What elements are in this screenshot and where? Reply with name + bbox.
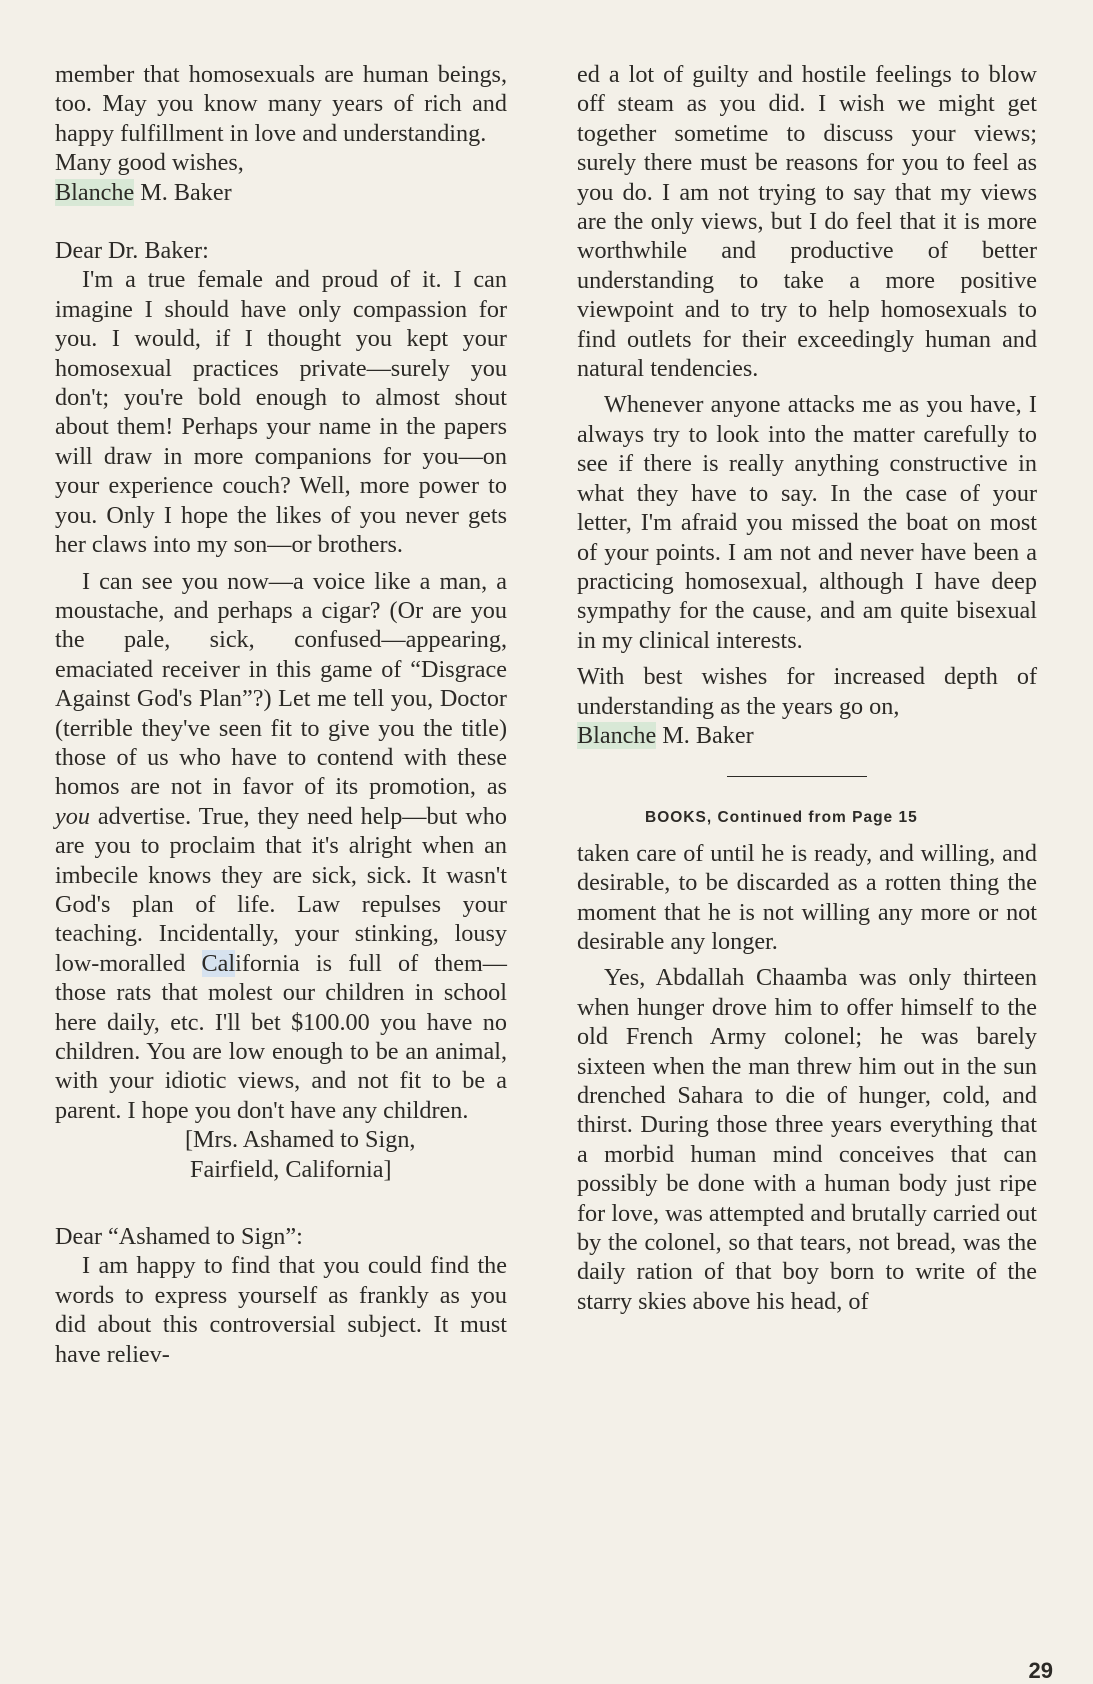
emphasis: you [55,802,90,830]
signoff-close: Many good wishes, [55,149,244,177]
letter-paragraph: ed a lot of guilty and hostile feelings to blow off steam as you did. I wish we might get together sometime to discuss your views; surely there must be reasons for you to feel as you do. I am not trying to say that my views are the only views, but I do feel that it is more worthwhile and productive of better understanding to take a more positive viewpoint and to try to help homosexuals to find outlets for their exceedingly human and natural tendencies. [577,61,1037,383]
section-divider [727,776,867,777]
continued-label: BOOKS, Continued from Page 15 [645,809,918,827]
signature-surname: M. Baker [134,178,232,206]
text-run: ifornia is full of them—those rats that molest our children in school here daily, etc. I'll bet $100.00 you have no children. You are low enough to be an animal, with your idiotic views, and not fit to be a parent. I hope you don't have any children. [55,949,507,1124]
highlighted-name: Blanche [55,178,135,206]
highlighted-name: Blanche [577,721,657,749]
article-paragraph: Yes, Abdallah Chaamba was only thirteen when hunger drove him to offer himself to the old French Army colonel; he was barely sixteen when the man threw him out in the sun drenched Sahara to die of hunger, cold, and thirst. During those three years everything that a morbid human mind conceives that can possibly be done with a human body just ripe for love, was attempted and brutally carried out by the colonel, so that tears, not bread, was the daily ration of that boy born to write of the starry skies above his head, of [577,964,1037,1315]
highlighted-text: Cal [201,949,236,977]
letter-paragraph: I am happy to find that you could find the words to express yourself as frankly as you did about this controversial subject. It must have reliev- [55,1252,507,1368]
letter-paragraph [55,567,507,1126]
text-run: I can see you now—a voice like a man, a moustache, and perhaps a cigar? (Or are you the pale, sick, confused—appearing, emaciated receiver in this game of “Disgrace Against God's Plan”?) Let me tell you, Doctor (terrible they've seen fit to give you the title) those of us who have to contend with these homos are not in favor of its promotion, as [55,567,507,801]
signoff-line: [Mrs. Ashamed to Sign, [185,1126,416,1154]
signoff-close: With best wishes for increased depth of understanding as the years go on, [577,663,1037,720]
letter-reply-ending: member that homosexuals are human beings, too. May you know many years of rich and happy fulfillment in love and understanding. [55,61,507,147]
article-paragraph: taken care of until he is ready, and willing, and desirable, to be discarded as a rotten thing the moment that he is not willing any more or not desirable any longer. [577,839,1037,955]
left-column [55,60,507,1369]
letter-paragraph: I'm a true female and proud of it. I can imagine I should have only compassion for you. I would, if I thought you kept your homosexual practices private—surely you don't; you're bold enough to almost shout about them! Perhaps your name in the papers will draw in more companions for you—on your experience couch? Well, more power to you. Only I hope the likes of you never gets her claws into my son—or brothers. [55,266,507,559]
signoff-line: Fairfield, California] [190,1155,392,1183]
salutation: Dear Dr. Baker: [55,237,209,265]
signature [577,721,1037,750]
page-number: 29 [1028,1658,1053,1683]
signature [55,178,507,207]
right-column [577,60,1037,1316]
text-run: advertise. True, they need help—but who are you to proclaim that it's alright when an imbecile knows they are sick, sick. It wasn't God's plan of life. Law repulses your teaching. Incidentally, your stinking, lousy low-moralled [55,802,507,977]
letter-paragraph: Whenever anyone attacks me as you have, I always try to look into the matter carefully to see if there is really anything constructive in what they have to say. In the case of your letter, I'm afraid you missed the boat on most of your points. I am not and never have been a practicing homosexual, although I have deep sympathy for the cause, and am quite bisexual in my clinical interests. [577,391,1037,654]
salutation: Dear “Ashamed to Sign”: [55,1223,303,1251]
signature-surname: M. Baker [656,721,754,749]
